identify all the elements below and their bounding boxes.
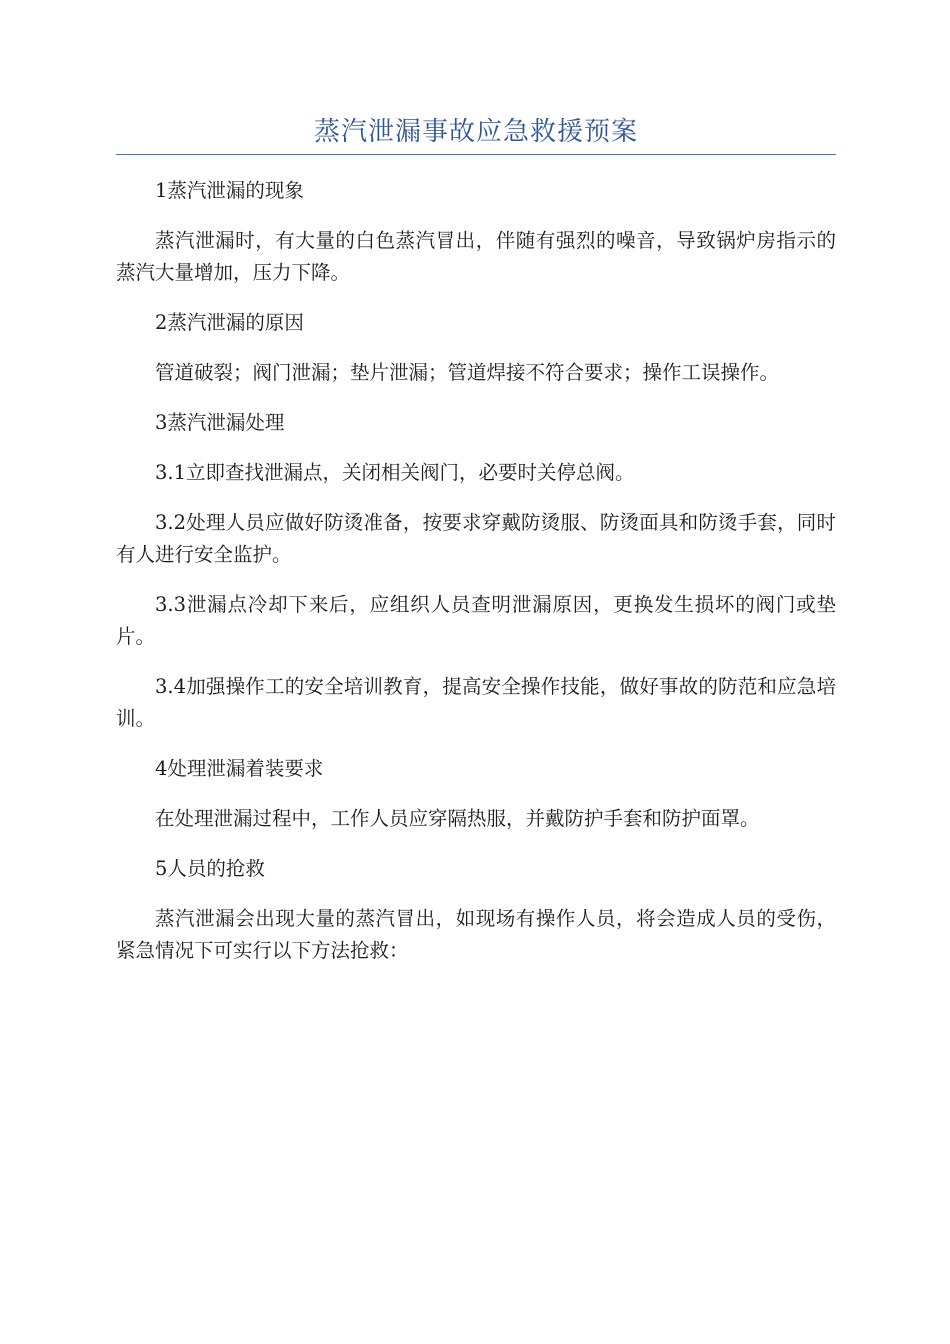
paragraph: 蒸汽泄漏时，有大量的白色蒸汽冒出，伴随有强烈的噪音，导致锅炉房指示的蒸汽大量增加，压力下降。	[116, 229, 836, 284]
list-item: 3.3泄漏点冷却下来后，应组织人员查明泄漏原因，更换发生损坏的阀门或垫片。	[116, 593, 836, 648]
section-heading-3: 3蒸汽泄漏处理	[155, 411, 285, 434]
list-item: 3.2处理人员应做好防烫准备，按要求穿戴防烫服、防烫面具和防烫手套，同时有人进行安全监护。	[116, 511, 836, 566]
document-page	[116, 112, 836, 985]
section-heading-5: 5人员的抢救	[155, 857, 265, 880]
document-title: 蒸汽泄漏事故应急救援预案	[313, 117, 638, 147]
paragraph: 在处理泄漏过程中，工作人员应穿隔热服，并戴防护手套和防护面罩。	[155, 807, 760, 830]
section-heading-4: 4处理泄漏着装要求	[155, 757, 324, 780]
list-item: 3.1立即查找泄漏点，关闭相关阀门，必要时关停总阀。	[155, 461, 635, 484]
section-heading-1: 1蒸汽泄漏的现象	[155, 179, 304, 202]
paragraph: 蒸汽泄漏会出现大量的蒸汽冒出，如现场有操作人员，将会造成人员的受伤，紧急情况下可实行以下方法抢救：	[116, 907, 836, 962]
title-underline	[116, 154, 836, 155]
section-heading-2: 2蒸汽泄漏的原因	[155, 311, 304, 334]
paragraph: 管道破裂；阀门泄漏；垫片泄漏；管道焊接不符合要求；操作工误操作。	[155, 361, 780, 384]
document-body	[116, 175, 836, 967]
list-item: 3.4加强操作工的安全培训教育，提高安全操作技能，做好事故的防范和应急培训。	[116, 675, 836, 730]
